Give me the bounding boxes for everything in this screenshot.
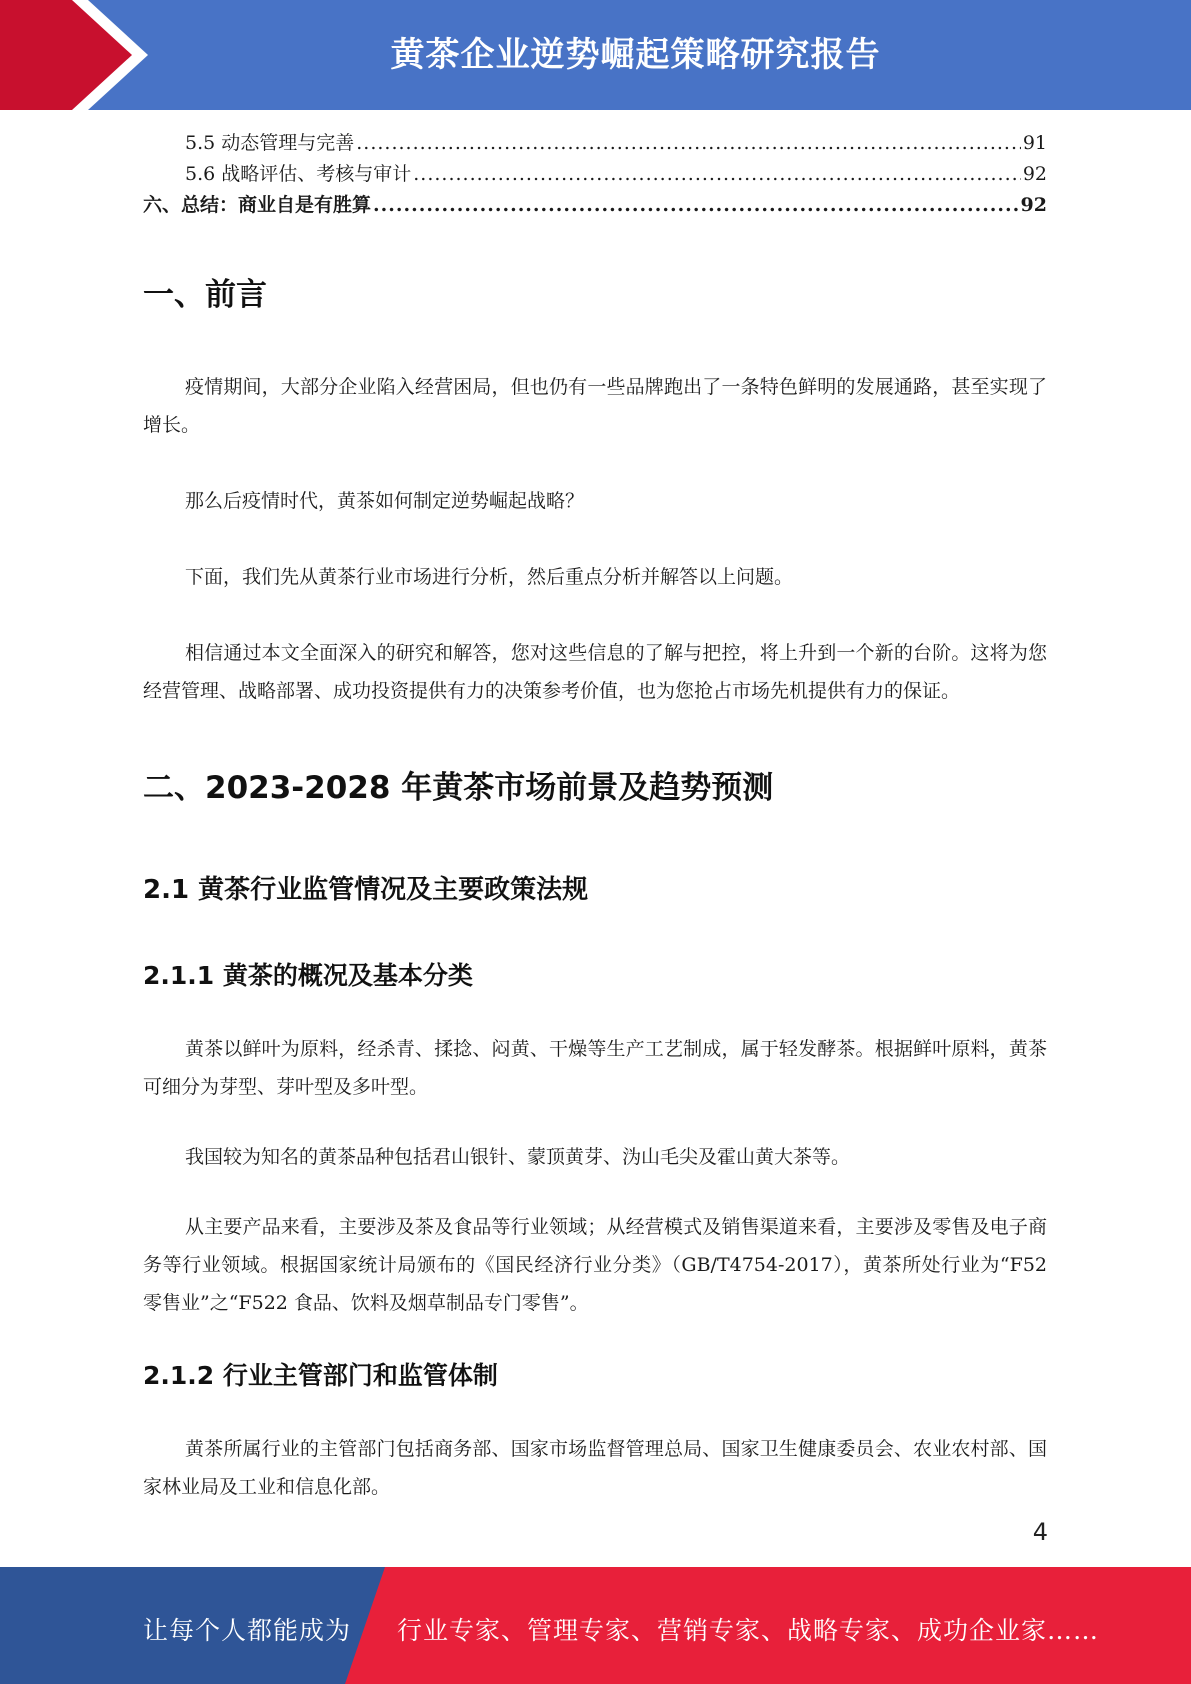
toc-entry[interactable] (143, 159, 1047, 190)
page-header (0, 0, 1191, 110)
paragraph: 下面，我们先从黄茶行业市场进行分析，然后重点分析并解答以上问题。 (185, 566, 794, 588)
document-body (143, 128, 1047, 1506)
toc-entry-label: 5.6 战略评估、考核与审计 (185, 163, 412, 185)
section-title-market-outlook: 二、2023-2028 年黄茶市场前景及趋势预测 (143, 770, 774, 806)
toc-dot-leader (373, 190, 1019, 221)
toc-entry[interactable] (143, 128, 1047, 159)
toc-entry-page: 91 (1022, 132, 1047, 154)
paragraph: 那么后疫情时代，黄茶如何制定逆势崛起战略？ (185, 490, 585, 512)
paragraph: 相信通过本文全面深入的研究和解答，您对这些信息的了解与把控，将上升到一个新的台阶。这将为您经营管理、战略部署、成功投资提供有力的决策参考价值，也为您抢占市场先机提供有力的保证。 (143, 642, 1047, 702)
paragraph: 黄茶所属行业的主管部门包括商务部、国家市场监督管理总局、国家卫生健康委员会、农业农村部、国家林业局及工业和信息化部。 (143, 1438, 1047, 1498)
subsubsection-title-overview: 2.1.1 黄茶的概况及基本分类 (143, 961, 473, 990)
section-title-foreword: 一、前言 (143, 277, 267, 313)
footer-slogan-left: 让每个人都能成为 (143, 1616, 352, 1645)
footer-slogan-right: 行业专家、管理专家、营销专家、战略专家、成功企业家…… (397, 1616, 1100, 1645)
header-title: 黄茶企业逆势崛起策略研究报告 (390, 35, 881, 75)
toc-dot-leader (356, 128, 1021, 159)
paragraph: 疫情期间，大部分企业陷入经营困局，但也仍有一些品牌跑出了一条特色鲜明的发展通路，甚至实现了增长。 (143, 376, 1047, 436)
paragraph: 黄茶以鲜叶为原料，经杀青、揉捻、闷黄、干燥等生产工艺制成，属于轻发酵茶。根据鲜叶原料，黄茶可细分为芽型、芽叶型及多叶型。 (143, 1038, 1047, 1098)
table-of-contents (143, 128, 1047, 221)
toc-entry[interactable] (143, 190, 1047, 221)
toc-entry-page: 92 (1020, 194, 1047, 216)
page-footer (0, 1567, 1191, 1684)
paragraph: 我国较为知名的黄茶品种包括君山银针、蒙顶黄芽、沩山毛尖及霍山黄大茶等。 (185, 1146, 851, 1168)
subsubsection-title-authorities: 2.1.2 行业主管部门和监管体制 (143, 1361, 498, 1390)
toc-entry-label: 5.5 动态管理与完善 (185, 132, 355, 154)
toc-entry-label: 六、总结：商业自是有胜算 (143, 194, 372, 216)
toc-entry-page: 92 (1022, 163, 1047, 185)
subsection-title-regulation: 2.1 黄茶行业监管情况及主要政策法规 (143, 875, 589, 905)
page-number: 4 (1032, 1518, 1048, 1546)
paragraph: 从主要产品来看，主要涉及茶及食品等行业领域；从经营模式及销售渠道来看，主要涉及零售及电子商务等行业领域。根据国家统计局颁布的《国民经济行业分类》（GB/T4754-2017），黄茶所处行业为“F52 零售业”之“F522 食品、饮料及烟草制品专门零售”。 (143, 1216, 1047, 1314)
toc-dot-leader (413, 159, 1021, 190)
